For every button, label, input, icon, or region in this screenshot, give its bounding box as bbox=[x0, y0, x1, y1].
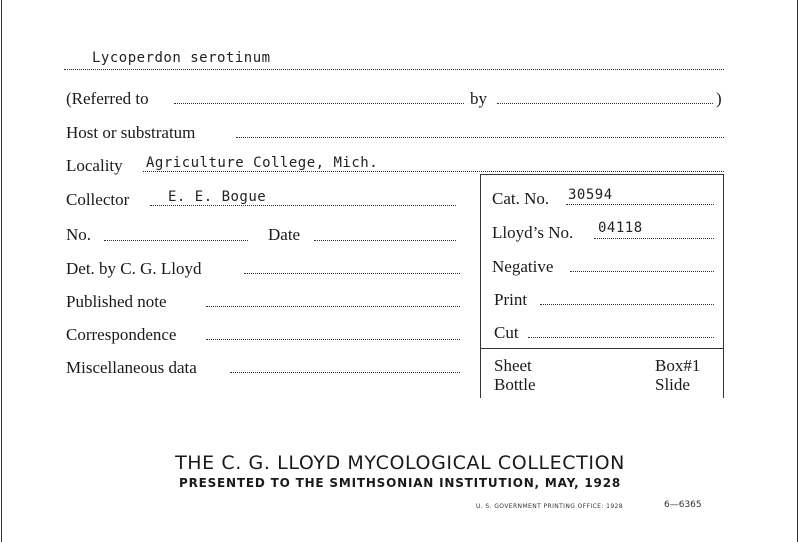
no-line bbox=[104, 240, 248, 241]
no-label: No. bbox=[66, 225, 92, 244]
form-number: 6—6365 bbox=[664, 500, 702, 510]
misc-data-label: Miscellaneous data bbox=[66, 358, 197, 377]
lloyds-no-line bbox=[594, 238, 714, 239]
locality-value: Agriculture College, Mich. bbox=[146, 155, 379, 171]
correspondence-line bbox=[206, 339, 460, 340]
box-label bbox=[655, 356, 700, 376]
slide-label: Slide bbox=[655, 375, 690, 394]
referred-to-label: (Referred to bbox=[66, 89, 149, 108]
misc-data-line bbox=[230, 372, 460, 373]
collection-title: THE C. G. LLOYD MYCOLOGICAL COLLECTION bbox=[175, 452, 625, 474]
presented-line: PRESENTED TO THE SMITHSONIAN INSTITUTION, MAY, 1928 bbox=[178, 476, 622, 490]
box-value: #1 bbox=[683, 356, 701, 375]
right-box-divider bbox=[480, 174, 481, 398]
host-label: Host or substratum bbox=[66, 123, 196, 142]
sheet-label: Sheet bbox=[494, 356, 532, 375]
collector-value: E. E. Bogue bbox=[168, 189, 267, 205]
date-label: Date bbox=[268, 225, 301, 244]
print-label: Print bbox=[494, 290, 528, 309]
cat-no-line bbox=[566, 204, 714, 205]
locality-label: Locality bbox=[66, 156, 123, 175]
by-label: by bbox=[470, 89, 487, 108]
correspondence-label: Correspondence bbox=[66, 325, 177, 344]
cat-no-value: 30594 bbox=[568, 187, 613, 203]
det-by-line bbox=[244, 273, 460, 274]
referred-to-line bbox=[174, 103, 464, 104]
date-line bbox=[314, 240, 456, 241]
cat-no-label: Cat. No. bbox=[492, 189, 550, 208]
bottle-label: Bottle bbox=[494, 375, 536, 394]
right-box-right bbox=[723, 174, 724, 398]
right-box-top bbox=[480, 174, 724, 175]
print-line bbox=[540, 304, 714, 305]
published-note-label: Published note bbox=[66, 292, 167, 311]
negative-line bbox=[570, 271, 714, 272]
host-line bbox=[236, 137, 724, 138]
by-line bbox=[497, 103, 713, 104]
lloyds-no-value: 04118 bbox=[598, 220, 643, 236]
cut-label: Cut bbox=[494, 323, 519, 342]
gpo-line: U. S. GOVERNMENT PRINTING OFFICE: 1928 bbox=[476, 503, 623, 510]
specimen-name-line bbox=[64, 69, 724, 70]
right-box-bottom-rule bbox=[480, 348, 724, 349]
negative-label: Negative bbox=[492, 257, 554, 276]
det-by-label: Det. by C. G. Lloyd bbox=[66, 259, 202, 278]
collector-label: Collector bbox=[66, 190, 130, 209]
lloyds-no-label: Lloyd’s No. bbox=[492, 223, 574, 242]
published-note-line bbox=[206, 306, 460, 307]
cut-line bbox=[528, 337, 714, 338]
specimen-name: Lycoperdon serotinum bbox=[92, 50, 271, 66]
box-label-text: Box bbox=[655, 356, 684, 375]
close-paren: ) bbox=[716, 89, 722, 108]
